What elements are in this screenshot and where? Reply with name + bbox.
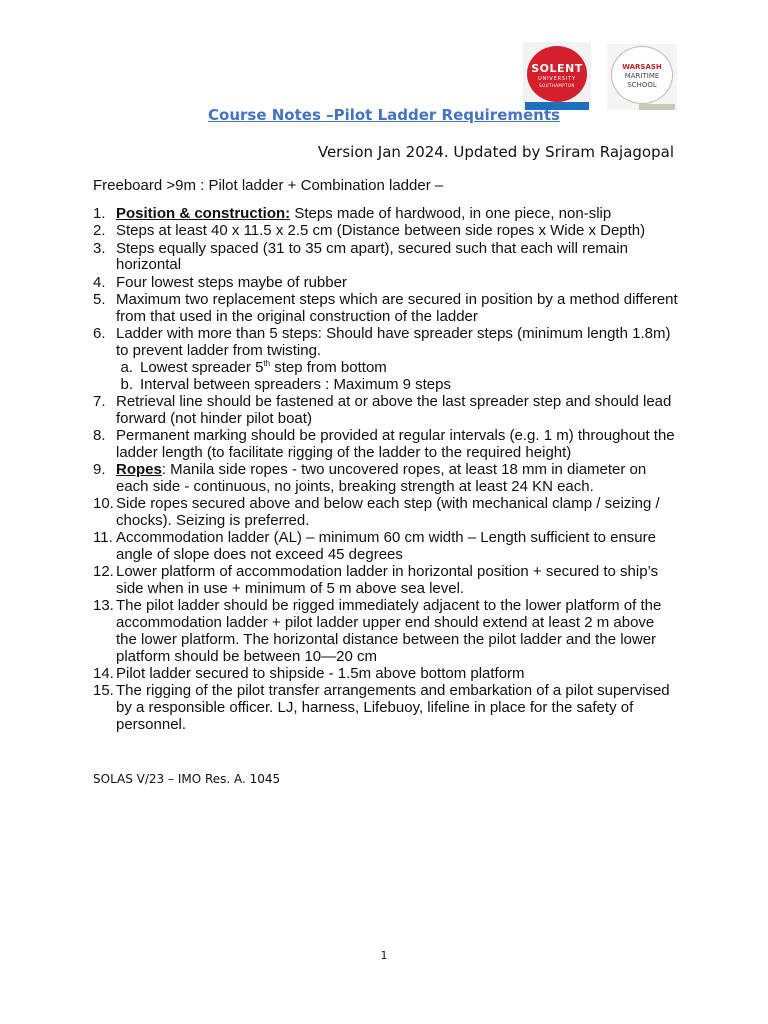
list-item xyxy=(93,206,678,223)
item-text: Retrieval line should be fastened at or above the last spreader step and should lead forward (not hinder pilot boat) xyxy=(116,392,672,427)
item-text: Ladder with more than 5 steps: Should have spreader steps (minimum length 1.8m) to prevent ladder from twisting. xyxy=(116,325,671,359)
item-text: Permanent marking should be provided at regular intervals (e.g. 1 m) throughout the ladder length (to facilitate rigging of the ladder to the required height) xyxy=(116,426,675,461)
item-text: Pilot ladder secured to shipside - 1.5m above bottom platform xyxy=(116,665,525,683)
item-text: The pilot ladder should be rigged immediately adjacent to the lower platform of the accommodation ladder + pilot ladder upper end should extend at least 2 m above the lower platform. The horizontal distance between the pilot ladder and the lower platform should be between 10—20 cm xyxy=(116,597,662,665)
logos xyxy=(521,42,677,110)
item-number: 13. xyxy=(93,597,114,615)
page-number: 1 xyxy=(380,949,388,962)
item-text: The rigging of the pilot transfer arrangements and embarkation of a pilot supervised by a responsible officer. LJ, harness, Lifebuoy, lifeline in place for the safety of personnel. xyxy=(116,682,670,733)
item-text: Lower platform of accommodation ladder in horizontal position + secured to ship’s side when in use + minimum of 5 m above sea level. xyxy=(116,563,659,598)
regulation-reference: SOLAS V/23 – IMO Res. A. 1045 xyxy=(93,772,281,786)
item-number: 7. xyxy=(93,392,106,410)
item-text: Steps made of hardwood, in one piece, non-slip xyxy=(290,205,612,222)
solent-logo-subtext: UNIVERSITY xyxy=(538,76,576,82)
item-text: Steps equally spaced (31 to 35 cm apart), secured such that each will remain horizontal xyxy=(116,239,628,274)
sub-item-text: Interval between spreaders : Maximum 9 steps xyxy=(140,375,451,393)
item-number: 11. xyxy=(93,529,113,547)
item-number: 1. xyxy=(93,205,106,222)
list-item xyxy=(93,241,678,275)
item-number: 10. xyxy=(93,495,114,513)
solent-logo-text: SOLENT xyxy=(531,62,583,75)
item-text: Accommodation ladder (AL) – minimum 60 cm width – Length sufficient to ensure angle of slope does not exceed 45 degrees xyxy=(116,529,656,563)
sub-item-letter: b. xyxy=(120,375,133,393)
version-line: Version Jan 2024. Updated by Sriram Rajagopal xyxy=(317,143,674,161)
warsash-maritime-school-logo xyxy=(607,44,677,110)
list-item xyxy=(93,462,678,496)
sub-list-item xyxy=(93,377,678,394)
list-item xyxy=(93,275,678,292)
item-lead: Ropes xyxy=(116,460,162,478)
list-item xyxy=(93,530,678,564)
list-item xyxy=(93,564,678,598)
item-text: : Manila side ropes - two uncovered ropes, at least 18 mm in diameter on each side - continuous, no joints, breaking strength at least 24 KN each. xyxy=(116,460,647,495)
freeboard-heading: Freeboard >9m : Pilot ladder + Combination ladder – xyxy=(93,177,444,194)
list-item xyxy=(93,326,678,360)
item-lead: Position & construction: xyxy=(116,205,291,222)
item-number: 15. xyxy=(93,682,114,700)
warsash-logo-text: WARSASH xyxy=(622,63,662,71)
item-text: Maximum two replacement steps which are secured in position by a method different from that used in the original construction of the ladder xyxy=(116,290,678,325)
list-item xyxy=(93,394,678,428)
item-number: 12. xyxy=(93,563,114,581)
list-item xyxy=(93,292,678,326)
solent-logo-location: SOUTHAMPTON xyxy=(539,83,575,88)
list-item xyxy=(93,496,678,530)
item-number: 8. xyxy=(93,426,106,444)
list-item xyxy=(93,428,678,462)
item-number: 3. xyxy=(93,239,106,257)
item-number: 14. xyxy=(93,665,114,683)
item-number: 9. xyxy=(93,460,106,478)
sub-item-letter: a. xyxy=(120,359,133,377)
list-item xyxy=(93,598,678,665)
requirements-list xyxy=(93,206,678,734)
warsash-logo-subtext: MARITIME xyxy=(624,72,660,80)
item-number: 2. xyxy=(93,222,106,240)
item-number: 6. xyxy=(93,325,106,343)
sub-item-text-tail: step from bottom xyxy=(270,359,387,377)
list-item xyxy=(93,683,678,733)
item-text: Steps at least 40 x 11.5 x 2.5 cm (Distance between side ropes x Wide x Depth) xyxy=(116,222,646,240)
sub-item-superscript: th xyxy=(263,359,271,369)
solent-university-logo xyxy=(523,42,591,110)
list-item xyxy=(93,223,678,240)
item-number: 5. xyxy=(93,290,106,308)
warsash-logo-subtext2: SCHOOL xyxy=(627,81,657,89)
item-text: Side ropes secured above and below each step (with mechanical clamp / seizing / chocks). Seizing is preferred. xyxy=(116,495,660,529)
sub-item-text: Lowest spreader 5 xyxy=(140,359,264,377)
document-title: Course Notes –Pilot Ladder Requirements xyxy=(208,106,560,124)
sub-list-item xyxy=(93,360,678,377)
item-text: Four lowest steps maybe of rubber xyxy=(116,273,347,291)
item-number: 4. xyxy=(93,273,106,291)
list-item xyxy=(93,666,678,683)
